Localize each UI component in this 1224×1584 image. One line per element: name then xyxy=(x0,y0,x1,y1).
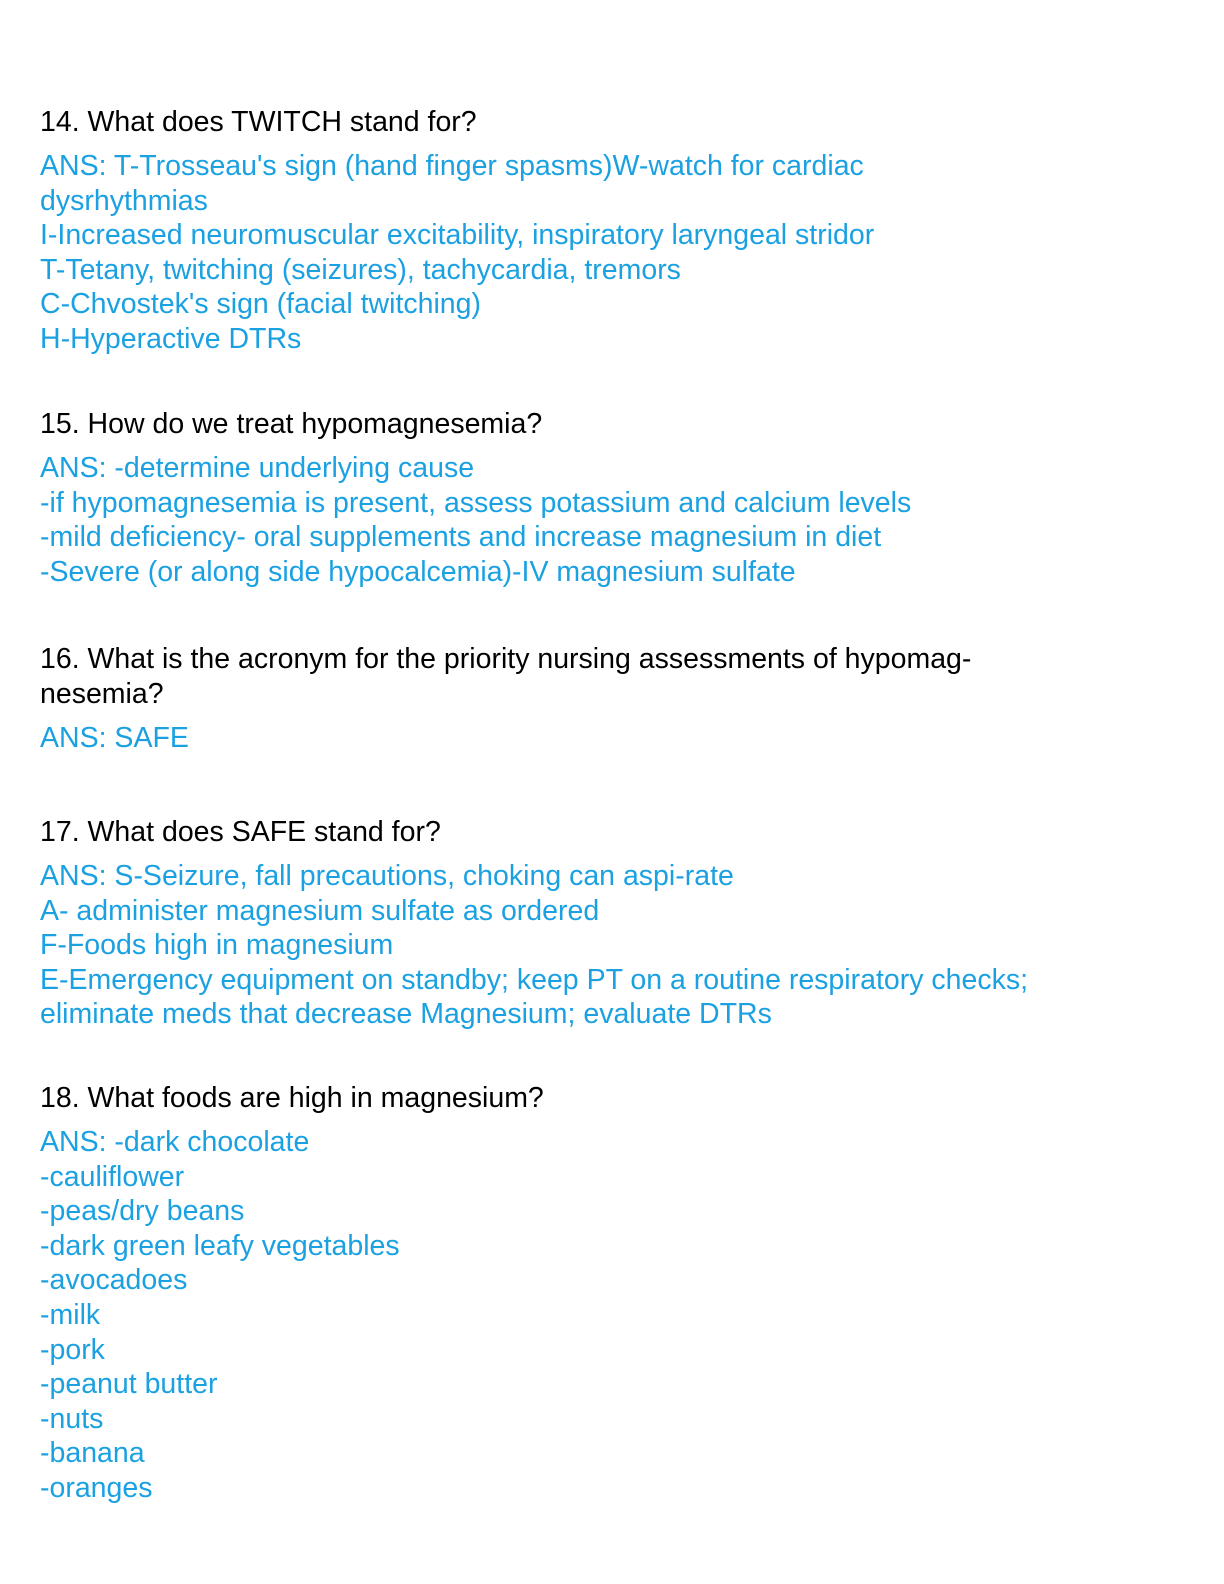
qa-item-18 xyxy=(40,1081,544,1506)
answer-line: -peas/dry beans xyxy=(40,1195,245,1228)
answer-line: ANS: -determine underlying cause xyxy=(40,452,475,484)
answer-16 xyxy=(40,721,971,756)
qa-item-15 xyxy=(40,407,911,589)
answer-line: -dark green leafy vegetables xyxy=(40,1229,400,1262)
answer-line: -Severe (or along side hypocalcemia)-IV magnesium sulfate xyxy=(40,555,796,588)
answer-line: -cauliflower xyxy=(40,1160,185,1193)
answer-line: -peanut butter xyxy=(40,1368,218,1401)
answer-line: ANS: -dark chocolate xyxy=(40,1126,310,1158)
answer-line: ANS: S-Seizure, fall precautions, choking can aspi-rate xyxy=(40,860,734,892)
answer-17 xyxy=(40,859,1028,1032)
answer-line: C-Chvostek's sign (facial twitching) xyxy=(40,288,481,321)
answer-line: -oranges xyxy=(40,1471,153,1504)
answer-line: ANS: SAFE xyxy=(40,722,189,754)
answer-line: -nuts xyxy=(40,1402,104,1435)
qa-item-17 xyxy=(40,815,1028,1032)
answer-14 xyxy=(40,149,874,357)
answer-line: T-Tetany, twitching (seizures), tachycardia, tremors xyxy=(40,253,681,286)
question-line: 16. What is the acronym for the priority nursing assessments of hypomag- xyxy=(40,643,972,675)
answer-line: eliminate meds that decrease Magnesium; evaluate DTRs xyxy=(40,998,772,1031)
answer-line: H-Hyperactive DTRs xyxy=(40,322,302,355)
answer-line: A- administer magnesium sulfate as ordered xyxy=(40,894,600,927)
qa-item-14 xyxy=(40,105,874,357)
answer-line: -if hypomagnesemia is present, assess potassium and calcium levels xyxy=(40,486,912,519)
question-17: 17. What does SAFE stand for? xyxy=(40,816,441,848)
answer-line: -avocadoes xyxy=(40,1264,188,1297)
qa-item-16 xyxy=(40,642,971,756)
answer-line: -pork xyxy=(40,1333,105,1366)
answer-15 xyxy=(40,451,911,589)
question-16 xyxy=(40,642,971,712)
question-18: 18. What foods are high in magnesium? xyxy=(40,1082,544,1114)
answer-line: I-Increased neuromuscular excitability, inspiratory laryngeal stridor xyxy=(40,219,875,252)
question-14: 14. What does TWITCH stand for? xyxy=(40,106,477,138)
answer-line: -banana xyxy=(40,1437,145,1470)
answer-line: F-Foods high in magnesium xyxy=(40,929,394,962)
answer-line: E-Emergency equipment on standby; keep PT on a routine respiratory checks; xyxy=(40,963,1028,996)
answer-line: -milk xyxy=(40,1298,101,1331)
question-line: nesemia? xyxy=(40,678,164,710)
question-15: 15. How do we treat hypomagnesemia? xyxy=(40,408,543,440)
answer-line: dysrhythmias xyxy=(40,184,208,217)
answer-line: -mild deficiency- oral supplements and increase magnesium in diet xyxy=(40,521,882,554)
answer-line: ANS: T-Trosseau's sign (hand finger spasms)W-watch for cardiac xyxy=(40,150,864,182)
answer-18 xyxy=(40,1125,544,1506)
